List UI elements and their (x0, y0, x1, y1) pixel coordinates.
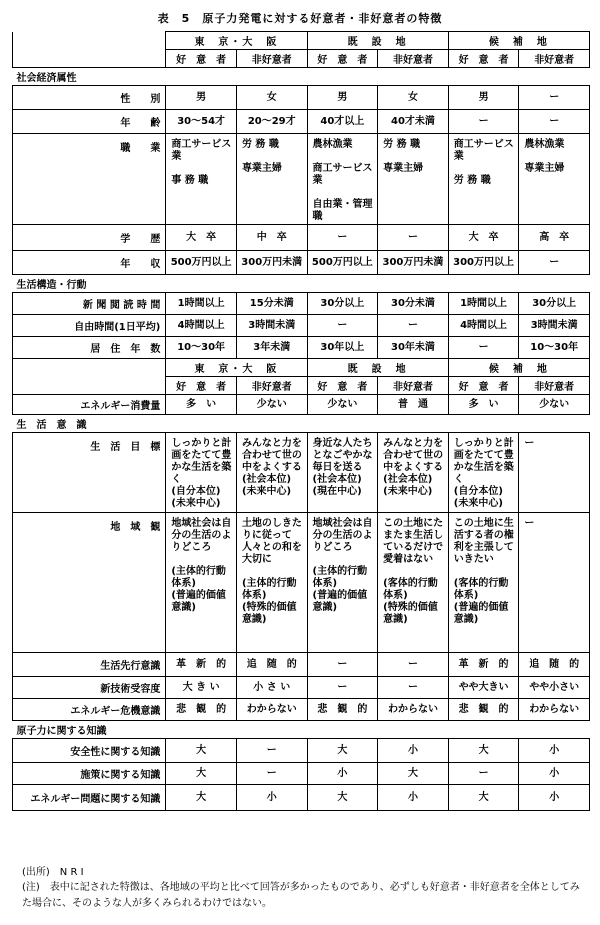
cell-text: わからない (246, 703, 297, 715)
cell-text: 悲 観 的 (317, 703, 368, 715)
cell-text: みんなと力を合わせて世の中をよくする (社会本位) (未来中心) (383, 438, 444, 497)
cell-text: 30分以上 (532, 297, 577, 309)
cell-text: 1時間以上 (460, 297, 508, 309)
cell-text: ー (478, 767, 489, 779)
region-header: 既 設 地 (307, 32, 448, 50)
source-note: (出所) N R I (22, 867, 84, 878)
column-header: 非好意者 (519, 377, 590, 395)
table-cell (378, 699, 449, 721)
column-header: 好 意 者 (166, 50, 237, 68)
cell-text: 高 卒 (539, 231, 570, 243)
table-cell (378, 763, 449, 785)
table-cell (448, 337, 519, 359)
table-row (13, 785, 590, 811)
cell-text: 30〜54才 (177, 115, 226, 127)
region-header: 候 補 地 (448, 359, 589, 377)
table-row (13, 293, 590, 315)
table-cell (378, 225, 449, 251)
table-cell (236, 337, 307, 359)
column-header: 非好意者 (519, 50, 590, 68)
table-cell (166, 251, 237, 275)
cell-text: 40才未満 (391, 115, 435, 127)
table-cell (378, 739, 449, 763)
column-header: 好 意 者 (307, 50, 378, 68)
cell-text: ー (407, 681, 418, 693)
table-cell (166, 513, 237, 653)
column-header: 非好意者 (378, 50, 449, 68)
cell-text: 多 い (186, 398, 217, 410)
cell-text: 大 (196, 744, 207, 756)
table-cell (236, 110, 307, 134)
table-cell (519, 293, 590, 315)
table-cell (448, 86, 519, 110)
table-cell (378, 315, 449, 337)
table-cell (166, 433, 237, 513)
column-header: 非好意者 (236, 50, 307, 68)
cell-text: 300万円未満 (382, 256, 444, 268)
cell-text: 小 (266, 791, 277, 803)
table-cell (307, 513, 378, 653)
cell-text: ー (337, 681, 348, 693)
row-label: 自由時間(1日平均) (13, 315, 166, 337)
table-cell (166, 677, 237, 699)
cell-text: この土地にたまたま生活しているだけで愛着はない (客体的行動体系) (特殊的価値意識) (383, 518, 444, 625)
cell-text: 悲 観 的 (176, 703, 227, 715)
cell-text: 普 通 (397, 398, 428, 410)
table-cell (378, 677, 449, 699)
table-cell (307, 763, 378, 785)
row-label: 性 別 (13, 86, 166, 110)
table-cell (519, 337, 590, 359)
cell-text: 1時間以上 (177, 297, 225, 309)
table-cell (519, 763, 590, 785)
table-row (13, 86, 590, 110)
table-cell (307, 337, 378, 359)
cell-text: 多 い (468, 398, 499, 410)
cell-text: ー (337, 658, 348, 670)
cell-text: 300万円未満 (241, 256, 303, 268)
cell-text: 30年以上 (320, 341, 365, 353)
table-cell (378, 134, 449, 225)
table-row (13, 653, 590, 677)
cell-text: 労 務 職 専業主婦 (383, 139, 424, 174)
section-heading: 生活構造・行動 (13, 275, 590, 293)
table-cell (236, 739, 307, 763)
table-cell (236, 785, 307, 811)
cell-text: やや大きい (458, 681, 509, 693)
table-cell (519, 653, 590, 677)
table-cell (519, 395, 590, 415)
table-cell (448, 315, 519, 337)
cell-text: ー (266, 744, 277, 756)
table-cell (307, 699, 378, 721)
table-row (13, 395, 590, 415)
cell-text: 大 (196, 767, 207, 779)
cell-text: しっかりと計画をたてて豊かな生活を築く (自分本位) (未来中心) (453, 438, 514, 509)
cell-text: 商工サービス業 事 務 職 (171, 139, 232, 186)
table-cell (307, 110, 378, 134)
cell-text: 4時間以上 (177, 319, 225, 331)
table-cell (307, 86, 378, 110)
table-cell (236, 513, 307, 653)
cell-text: 大 卒 (186, 231, 217, 243)
cell-text: ー (549, 91, 560, 103)
header-corner (13, 50, 166, 68)
table-cell (236, 134, 307, 225)
cell-text: 500万円以上 (311, 256, 373, 268)
cell-text: 30分未満 (391, 297, 435, 309)
cell-text: 男 (196, 91, 207, 103)
cell-text: 少ない (327, 398, 358, 410)
table-cell (448, 110, 519, 134)
cell-text: やや小さい (529, 681, 580, 693)
cell-text: 労 務 職 専業主婦 (241, 139, 282, 174)
cell-text: 15分未満 (249, 297, 294, 309)
table-row (13, 763, 590, 785)
cell-text: 女 (407, 91, 418, 103)
cell-text: 大 (337, 744, 348, 756)
table-cell (166, 86, 237, 110)
table-cell (448, 293, 519, 315)
row-label: 年 収 (13, 251, 166, 275)
cell-text: ー (407, 231, 418, 243)
footnote: (注) 表中に記された特徴は、各地域の平均と比べて回答が多かったものであり、必ずしも好意者・非好意者を全体としてみた場合に、そのような人が多くみられるわけではない。 (22, 882, 580, 909)
table-cell (307, 653, 378, 677)
cell-text: ー (524, 438, 535, 449)
cell-text: 大 き い (182, 681, 220, 693)
cell-text: 小 (407, 791, 418, 803)
table-cell (236, 293, 307, 315)
cell-text: ー (478, 115, 489, 127)
table-cell (378, 337, 449, 359)
table-cell (166, 337, 237, 359)
table-cell (448, 134, 519, 225)
section-heading: 原子力に関する知識 (13, 721, 590, 739)
cell-text: ー (478, 341, 489, 353)
table-cell (448, 785, 519, 811)
table-cell (378, 513, 449, 653)
cell-text: わからない (529, 703, 580, 715)
cell-text: 男 (478, 91, 489, 103)
table-cell (448, 395, 519, 415)
table-cell (307, 739, 378, 763)
table-cell (236, 433, 307, 513)
cell-text: 革 新 的 (458, 658, 509, 670)
cell-text: 大 (478, 744, 489, 756)
table-cell (236, 677, 307, 699)
row-label: 新 聞 閲 読 時 間 (13, 293, 166, 315)
table-cell (448, 513, 519, 653)
cell-text: 地域社会は自分の生活のよりどころ (主体的行動体系) (普遍的価値意識) (312, 518, 373, 613)
table-cell (166, 134, 237, 225)
cell-text: 追 随 的 (529, 658, 580, 670)
table-cell (236, 653, 307, 677)
table-cell (519, 225, 590, 251)
table-cell (236, 763, 307, 785)
column-header: 非好意者 (236, 377, 307, 395)
cell-text: 追 随 的 (246, 658, 297, 670)
table-cell (448, 699, 519, 721)
table-row (13, 337, 590, 359)
header-corner (13, 359, 166, 377)
cell-text: 大 卒 (468, 231, 499, 243)
table-cell (378, 293, 449, 315)
region-header: 東 京・大 阪 (166, 32, 307, 50)
table-cell (166, 225, 237, 251)
table-row (13, 739, 590, 763)
table-cell (307, 251, 378, 275)
cell-text: 少ない (256, 398, 287, 410)
table-cell (519, 251, 590, 275)
cell-text: 革 新 的 (176, 658, 227, 670)
table-cell (519, 134, 590, 225)
table-cell (236, 251, 307, 275)
table-cell (448, 763, 519, 785)
table-row (13, 315, 590, 337)
table-cell (166, 653, 237, 677)
cell-text: ー (407, 319, 418, 331)
cell-text: 大 (478, 791, 489, 803)
table-cell (448, 677, 519, 699)
table-cell (448, 653, 519, 677)
table-row (13, 110, 590, 134)
cell-text: 小 (549, 744, 560, 756)
table-cell (166, 110, 237, 134)
row-label: 職 業 (13, 134, 166, 225)
header-corner (13, 32, 166, 50)
column-header: 好 意 者 (166, 377, 237, 395)
table-cell (236, 699, 307, 721)
table-cell (307, 293, 378, 315)
cell-text: 中 卒 (256, 231, 287, 243)
cell-text: ー (549, 256, 560, 268)
table-cell (519, 699, 590, 721)
cell-text: 小 (549, 791, 560, 803)
cell-text: 悲 観 的 (458, 703, 509, 715)
cell-text: わからない (387, 703, 438, 715)
cell-text: 小 (407, 744, 418, 756)
table-cell (378, 86, 449, 110)
cell-text: 農林漁業 専業主婦 (524, 139, 565, 174)
cell-text: 小 さ い (253, 681, 291, 693)
row-label: 生活先行意識 (13, 653, 166, 677)
cell-text: この土地に生活する者の権利を主張していきたい (客体的行動体系) (普遍的価値意識) (453, 518, 514, 625)
cell-text: 農林漁業 商工サービス業 自由業・管理職 (312, 139, 373, 222)
table-cell (166, 763, 237, 785)
table-cell (378, 251, 449, 275)
header-corner (13, 377, 166, 395)
cell-text: 30分以上 (320, 297, 365, 309)
characteristics-table (12, 31, 590, 811)
table-cell (378, 653, 449, 677)
table-cell (166, 395, 237, 415)
cell-text: 40才以上 (320, 115, 365, 127)
table-cell (519, 785, 590, 811)
table-row (13, 251, 590, 275)
table-cell (166, 293, 237, 315)
table-cell (166, 785, 237, 811)
table-cell (307, 225, 378, 251)
table-row (13, 433, 590, 513)
table-cell (378, 785, 449, 811)
table-cell (307, 677, 378, 699)
region-header: 候 補 地 (448, 32, 589, 50)
section-heading: 社会経済属性 (13, 68, 590, 86)
table-cell (519, 86, 590, 110)
cell-text: みんなと力を合わせて世の中をよくする (社会本位) (未来中心) (241, 438, 302, 497)
cell-text: 10〜30年 (177, 341, 226, 353)
row-label: 地 域 観 (13, 513, 166, 653)
column-header: 非好意者 (378, 377, 449, 395)
cell-text: 地域社会は自分の生活のよりどころ (主体的行動体系) (普遍的価値意識) (171, 518, 232, 613)
table-cell (378, 395, 449, 415)
cell-text: ー (266, 767, 277, 779)
cell-text: 3時間未満 (530, 319, 578, 331)
cell-text: 小 (337, 767, 348, 779)
cell-text: 3年未満 (253, 341, 291, 353)
table-cell (236, 225, 307, 251)
table-cell (519, 513, 590, 653)
row-label: 年 齢 (13, 110, 166, 134)
row-label: 居 住 年 数 (13, 337, 166, 359)
cell-text: 商工サービス業 労 務 職 (453, 139, 514, 186)
cell-text: 大 (196, 791, 207, 803)
table-cell (166, 699, 237, 721)
table-cell (307, 315, 378, 337)
table-cell (519, 677, 590, 699)
cell-text: 20〜29才 (247, 115, 296, 127)
table-row (13, 225, 590, 251)
row-label: 新技術受容度 (13, 677, 166, 699)
table-cell (519, 110, 590, 134)
cell-text: 大 (337, 791, 348, 803)
table-cell (307, 785, 378, 811)
column-header: 好 意 者 (307, 377, 378, 395)
section-heading: 生 活 意 識 (13, 415, 590, 433)
region-header: 既 設 地 (307, 359, 448, 377)
table-cell (519, 739, 590, 763)
table-cell (519, 315, 590, 337)
table-row (13, 699, 590, 721)
cell-text: 身近な人たちとなごやかな毎日を送る (社会本位) (現在中心) (312, 438, 373, 497)
cell-text: 男 (337, 91, 348, 103)
cell-text: ー (337, 231, 348, 243)
cell-text: ー (524, 518, 535, 529)
cell-text: ー (337, 319, 348, 331)
table-cell (378, 433, 449, 513)
region-header: 東 京・大 阪 (166, 359, 307, 377)
row-label: 学 歴 (13, 225, 166, 251)
table-cell (236, 395, 307, 415)
table-cell (166, 739, 237, 763)
cell-text: ー (549, 115, 560, 127)
cell-text: 300万円以上 (453, 256, 514, 268)
row-label: 安全性に関する知識 (13, 739, 166, 763)
table-cell (236, 315, 307, 337)
column-header: 好 意 者 (448, 377, 519, 395)
table-cell (378, 110, 449, 134)
cell-text: ー (407, 658, 418, 670)
table-cell (307, 134, 378, 225)
cell-text: しっかりと計画をたてて豊かな生活を築く (自分本位) (未来中心) (171, 438, 232, 509)
cell-text: 土地のしきたりに従って人々との和を大切に (主体的行動体系) (特殊的価値意識) (241, 518, 302, 625)
table-row (13, 134, 590, 225)
row-label: エネルギー危機意識 (13, 699, 166, 721)
cell-text: 小 (549, 767, 560, 779)
column-header: 好 意 者 (448, 50, 519, 68)
cell-text: 少ない (539, 398, 570, 410)
row-label: 生 活 目 標 (13, 433, 166, 513)
table-title: 表 5 原子力発電に対する好意者・非好意者の特徴 (157, 12, 443, 25)
cell-text: 30年未満 (391, 341, 435, 353)
table-row (13, 513, 590, 653)
table-cell (307, 395, 378, 415)
row-label: エネルギー消費量 (13, 395, 166, 415)
cell-text: 500万円以上 (170, 256, 232, 268)
table-cell (448, 739, 519, 763)
table-cell (519, 433, 590, 513)
table-cell (448, 251, 519, 275)
cell-text: 大 (407, 767, 418, 779)
table-cell (166, 315, 237, 337)
table-row (13, 677, 590, 699)
cell-text: 女 (266, 91, 277, 103)
table-cell (448, 225, 519, 251)
table-cell (307, 433, 378, 513)
table-cell (448, 433, 519, 513)
cell-text: 10〜30年 (530, 341, 579, 353)
cell-text: 3時間未満 (248, 319, 296, 331)
row-label: 施策に関する知識 (13, 763, 166, 785)
row-label: エネルギー問題に関する知識 (13, 785, 166, 811)
table-cell (236, 86, 307, 110)
cell-text: 4時間以上 (460, 319, 508, 331)
